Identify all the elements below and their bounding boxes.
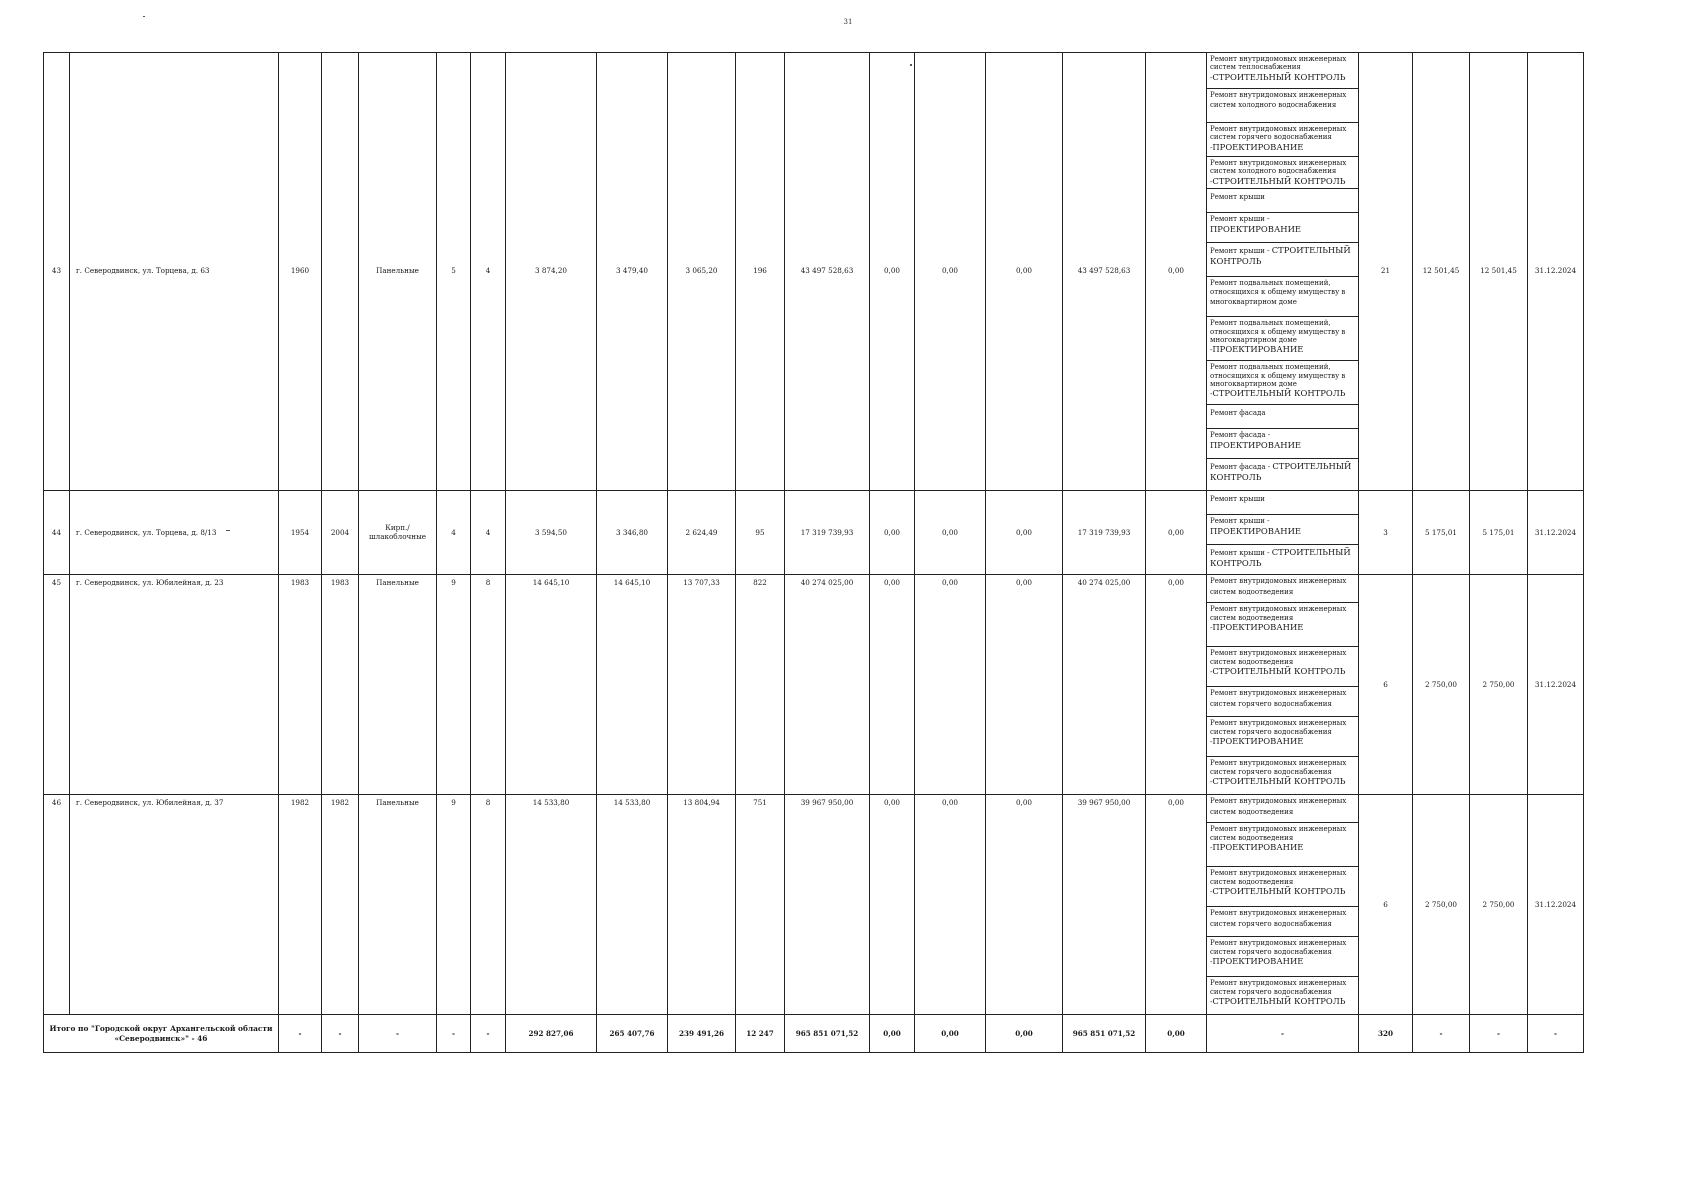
total-cost-total-cell: 965 851 071,52 <box>785 1015 870 1053</box>
residents-cell: 196 <box>736 53 785 491</box>
address-cell: г. Северодвинск, ул. Торцева, д. 8/13 <box>70 491 279 575</box>
total-work-count-cell: 320 <box>1359 1015 1413 1053</box>
year-overhaul-cell: 1983 <box>322 575 359 795</box>
year-built-cell: 1982 <box>279 795 322 1015</box>
fund-local-cell: 0,00 <box>986 491 1063 575</box>
work-type-stage: ПРОЕКТИРОВАНИЕ <box>1212 344 1304 355</box>
unit-cost-cell: 12 501,45 <box>1413 53 1470 491</box>
unit-cost-cell: 5 175,01 <box>1413 491 1470 575</box>
work-type-stage: ПРОЕКТИРОВАНИЕ <box>1212 955 1304 966</box>
total-unit-cost-cell: - <box>1413 1015 1470 1053</box>
area-residential-cell: 13 707,33 <box>668 575 736 795</box>
scan-speck <box>143 16 145 17</box>
entrances-cell: 8 <box>471 575 506 795</box>
area-residential-cell: 13 804,94 <box>668 795 736 1015</box>
deadline-cell: 31.12.2024 <box>1528 491 1584 575</box>
work-type-cell <box>1207 361 1359 405</box>
fund-fss-cell: 0,00 <box>870 53 915 491</box>
fund-fss-cell: 0,00 <box>870 491 915 575</box>
work-type-cell <box>1207 491 1359 515</box>
work-type-text: Ремонт внутридомовых инженерных систем водоотведения - <box>1210 649 1347 676</box>
total-wall-material-cell: - <box>359 1015 437 1053</box>
max-unit-cost-cell: 5 175,01 <box>1470 491 1528 575</box>
work-type-stage: СТРОИТЕЛЬНЫЙ КОНТРОЛЬ <box>1212 175 1346 186</box>
work-type-text: Ремонт крыши - <box>1210 549 1272 558</box>
work-type-cell <box>1207 277 1359 317</box>
work-type-cell <box>1207 53 1359 89</box>
fund-local-cell: 0,00 <box>986 53 1063 491</box>
work-type-stage: СТРОИТЕЛЬНЫЙ КОНТРОЛЬ <box>1212 665 1346 676</box>
work-type-stage: СТРОИТЕЛЬНЫЙ КОНТРОЛЬ <box>1212 995 1346 1006</box>
work-type-cell <box>1207 243 1359 277</box>
work-type-text: Ремонт внутридомовых инженерных систем горячего водоснабжения <box>1210 909 1347 928</box>
work-type-cell <box>1207 717 1359 757</box>
fund-fss-cell: 0,00 <box>870 795 915 1015</box>
floors-cell: 5 <box>437 53 471 491</box>
work-type-stage: ПРОЕКТИРОВАНИЕ <box>1212 141 1304 152</box>
year-built-cell: 1954 <box>279 491 322 575</box>
row-number-cell: 46 <box>44 795 70 1015</box>
work-type-cell <box>1207 459 1359 491</box>
address-cell: г. Северодвинск, ул. Торцева, д. 63 <box>70 53 279 491</box>
wall-material-cell: Панельные <box>359 795 437 1015</box>
address-cell: г. Северодвинск, ул. Юбилейная, д. 37 <box>70 795 279 1015</box>
entrances-cell: 4 <box>471 491 506 575</box>
work-type-text: Ремонт внутридомовых инженерных систем горячего водоснабжения - <box>1210 979 1347 1006</box>
work-type-cell <box>1207 687 1359 717</box>
fund-local-cell: 0,00 <box>986 795 1063 1015</box>
table-row <box>44 575 1584 603</box>
total-area-cell: 14 645,10 <box>506 575 597 795</box>
work-type-cell <box>1207 429 1359 459</box>
work-type-text: Ремонт внутридомовых инженерных систем горячего водоснабжения - <box>1210 719 1347 746</box>
work-type-text: Ремонт фасада <box>1210 409 1266 418</box>
floors-cell: 9 <box>437 795 471 1015</box>
area-premises-cell: 14 533,80 <box>597 795 668 1015</box>
row-number-cell: 44 <box>44 491 70 575</box>
work-type-text: Ремонт внутридомовых инженерных систем водоотведения <box>1210 797 1347 816</box>
work-type-cell <box>1207 405 1359 429</box>
work-type-cell <box>1207 189 1359 213</box>
work-type-text: Ремонт внутридомовых инженерных систем водоотведения - <box>1210 825 1347 852</box>
work-type-text: Ремонт внутридомовых инженерных систем водоотведения - <box>1210 605 1347 632</box>
max-unit-cost-cell: 2 750,00 <box>1470 795 1528 1015</box>
address-cell: г. Северодвинск, ул. Юбилейная, д. 23 <box>70 575 279 795</box>
repair-program-table-wrap <box>43 52 1584 1053</box>
cost-total-cell: 43 497 528,63 <box>785 53 870 491</box>
work-type-stage: ПРОЕКТИРОВАНИЕ <box>1212 735 1304 746</box>
area-premises-cell: 14 645,10 <box>597 575 668 795</box>
area-residential-cell: 3 065,20 <box>668 53 736 491</box>
entrances-cell: 4 <box>471 53 506 491</box>
fund-regional-cell: 0,00 <box>915 575 986 795</box>
work-type-text: Ремонт внутридомовых инженерных систем водоотведения <box>1210 577 1347 596</box>
work-type-text: Ремонт внутридомовых инженерных систем горячего водоснабжения <box>1210 689 1347 708</box>
work-type-cell <box>1207 545 1359 575</box>
floors-cell: 4 <box>437 491 471 575</box>
work-type-cell <box>1207 977 1359 1015</box>
work-type-stage: СТРОИТЕЛЬНЫЙ КОНТРОЛЬ <box>1212 775 1346 786</box>
year-built-cell: 1983 <box>279 575 322 795</box>
work-type-text: Ремонт подвальных помещений, относящихся к общему имуществу в многоквартирном доме - <box>1210 319 1346 355</box>
work-type-cell <box>1207 907 1359 937</box>
work-type-stage: СТРОИТЕЛЬНЫЙ КОНТРОЛЬ <box>1210 461 1352 482</box>
table-row <box>44 491 1584 515</box>
work-type-stage: СТРОИТЕЛЬНЫЙ КОНТРОЛЬ <box>1212 388 1346 399</box>
work-type-text: Ремонт фасада - <box>1210 431 1271 440</box>
unit-cost-cell: 2 750,00 <box>1413 795 1470 1015</box>
work-count-cell: 21 <box>1359 53 1413 491</box>
work-type-text: Ремонт крыши <box>1210 193 1265 202</box>
total-deadline-cell: - <box>1528 1015 1584 1053</box>
work-type-stage: СТРОИТЕЛЬНЫЙ КОНТРОЛЬ <box>1210 547 1351 568</box>
max-unit-cost-cell: 2 750,00 <box>1470 575 1528 795</box>
total-work-type-cell: - <box>1207 1015 1359 1053</box>
fund-owners-cell: 43 497 528,63 <box>1063 53 1146 491</box>
total-area-cell: 14 533,80 <box>506 795 597 1015</box>
work-type-cell <box>1207 575 1359 603</box>
page-number: 31 <box>843 18 853 26</box>
work-type-stage: СТРОИТЕЛЬНЫЙ КОНТРОЛЬ <box>1210 245 1351 266</box>
work-type-text: Ремонт крыши - <box>1210 215 1270 224</box>
fund-other-cell: 0,00 <box>1146 795 1207 1015</box>
total-max-unit-cost-cell: - <box>1470 1015 1528 1053</box>
total-fund-local-cell: 0,00 <box>986 1015 1063 1053</box>
work-count-cell: 6 <box>1359 575 1413 795</box>
work-type-cell <box>1207 867 1359 907</box>
work-type-text: Ремонт подвальных помещений, относящихся к общему имуществу в многоквартирном доме - <box>1210 363 1346 399</box>
work-type-cell <box>1207 603 1359 647</box>
fund-other-cell: 0,00 <box>1146 491 1207 575</box>
total-residents-cell: 12 247 <box>736 1015 785 1053</box>
fund-other-cell: 0,00 <box>1146 575 1207 795</box>
fund-fss-cell: 0,00 <box>870 575 915 795</box>
work-type-stage: ПРОЕКТИРОВАНИЕ <box>1212 841 1304 852</box>
scan-speck <box>910 64 912 66</box>
work-count-cell: 3 <box>1359 491 1413 575</box>
fund-owners-cell: 17 319 739,93 <box>1063 491 1146 575</box>
work-type-cell <box>1207 757 1359 795</box>
total-fund-owners-cell: 965 851 071,52 <box>1063 1015 1146 1053</box>
area-premises-cell: 3 479,40 <box>597 53 668 491</box>
table-row <box>44 795 1584 823</box>
work-type-stage: ПРОЕКТИРОВАНИЕ <box>1210 525 1302 536</box>
floors-cell: 9 <box>437 575 471 795</box>
work-type-text: Ремонт внутридомовых инженерных систем горячего водоснабжения - <box>1210 759 1347 786</box>
total-fund-regional-cell: 0,00 <box>915 1015 986 1053</box>
work-type-text: Ремонт подвальных помещений, относящихся к общему имуществу в многоквартирном доме <box>1210 279 1346 306</box>
work-type-stage: СТРОИТЕЛЬНЫЙ КОНТРОЛЬ <box>1212 885 1346 896</box>
fund-regional-cell: 0,00 <box>915 491 986 575</box>
wall-material-cell: Кирп./шлакоблочные <box>359 491 437 575</box>
residents-cell: 822 <box>736 575 785 795</box>
year-overhaul-cell <box>322 53 359 491</box>
unit-cost-cell: 2 750,00 <box>1413 575 1470 795</box>
work-count-cell: 6 <box>1359 795 1413 1015</box>
year-overhaul-cell: 1982 <box>322 795 359 1015</box>
total-row <box>44 1015 1584 1053</box>
fund-owners-cell: 39 967 950,00 <box>1063 795 1146 1015</box>
total-entrances-cell: - <box>471 1015 506 1053</box>
area-residential-cell: 2 624,49 <box>668 491 736 575</box>
total-area-cell: 3 874,20 <box>506 53 597 491</box>
total-area-residential-cell: 239 491,26 <box>668 1015 736 1053</box>
fund-regional-cell: 0,00 <box>915 53 986 491</box>
work-type-cell <box>1207 213 1359 243</box>
total-year-overhaul-cell: - <box>322 1015 359 1053</box>
work-type-cell <box>1207 515 1359 545</box>
year-overhaul-cell: 2004 <box>322 491 359 575</box>
work-type-text: Ремонт крыши - <box>1210 247 1272 256</box>
work-type-cell <box>1207 317 1359 361</box>
fund-local-cell: 0,00 <box>986 575 1063 795</box>
work-type-cell <box>1207 89 1359 123</box>
work-type-text: Ремонт фасада - <box>1210 463 1273 472</box>
scan-speck <box>226 530 230 531</box>
repair-program-table <box>43 52 1584 1053</box>
work-type-stage: СТРОИТЕЛЬНЫЙ КОНТРОЛЬ <box>1212 71 1346 82</box>
work-type-cell <box>1207 823 1359 867</box>
fund-regional-cell: 0,00 <box>915 795 986 1015</box>
deadline-cell: 31.12.2024 <box>1528 53 1584 491</box>
work-type-stage: ПРОЕКТИРОВАНИЕ <box>1212 621 1304 632</box>
total-year-built-cell: - <box>279 1015 322 1053</box>
work-type-text: Ремонт крыши - <box>1210 517 1270 526</box>
total-fund-other-cell: 0,00 <box>1146 1015 1207 1053</box>
wall-material-cell: Панельные <box>359 575 437 795</box>
work-type-text: Ремонт внутридомовых инженерных систем холодного водоснабжения <box>1210 91 1347 110</box>
cost-total-cell: 17 319 739,93 <box>785 491 870 575</box>
deadline-cell: 31.12.2024 <box>1528 575 1584 795</box>
work-type-cell <box>1207 123 1359 157</box>
work-type-cell <box>1207 937 1359 977</box>
work-type-cell <box>1207 157 1359 189</box>
residents-cell: 751 <box>736 795 785 1015</box>
work-type-text: Ремонт внутридомовых инженерных систем теплоснабжения - <box>1210 55 1347 82</box>
total-label-cell: Итого по "Городской округ Архангельской области «Северодвинск»" - 46 <box>44 1015 279 1053</box>
area-premises-cell: 3 346,80 <box>597 491 668 575</box>
cost-total-cell: 39 967 950,00 <box>785 795 870 1015</box>
total-fund-fss-cell: 0,00 <box>870 1015 915 1053</box>
table-row <box>44 53 1584 89</box>
total-total-area-cell: 292 827,06 <box>506 1015 597 1053</box>
work-type-text: Ремонт крыши <box>1210 495 1265 504</box>
work-type-text: Ремонт внутридомовых инженерных систем холодного водоснабжения - <box>1210 159 1347 186</box>
entrances-cell: 8 <box>471 795 506 1015</box>
residents-cell: 95 <box>736 491 785 575</box>
deadline-cell: 31.12.2024 <box>1528 795 1584 1015</box>
row-number-cell: 43 <box>44 53 70 491</box>
year-built-cell: 1960 <box>279 53 322 491</box>
fund-owners-cell: 40 274 025,00 <box>1063 575 1146 795</box>
work-type-stage: ПРОЕКТИРОВАНИЕ <box>1210 223 1302 234</box>
total-area-cell: 3 594,50 <box>506 491 597 575</box>
work-type-cell <box>1207 795 1359 823</box>
total-area-premises-cell: 265 407,76 <box>597 1015 668 1053</box>
total-floors-cell: - <box>437 1015 471 1053</box>
work-type-stage: ПРОЕКТИРОВАНИЕ <box>1210 439 1302 450</box>
cost-total-cell: 40 274 025,00 <box>785 575 870 795</box>
wall-material-cell: Панельные <box>359 53 437 491</box>
row-number-cell: 45 <box>44 575 70 795</box>
max-unit-cost-cell: 12 501,45 <box>1470 53 1528 491</box>
fund-other-cell: 0,00 <box>1146 53 1207 491</box>
work-type-cell <box>1207 647 1359 687</box>
work-type-text: Ремонт внутридомовых инженерных систем горячего водоснабжения - <box>1210 125 1347 152</box>
work-type-text: Ремонт внутридомовых инженерных систем горячего водоснабжения - <box>1210 939 1347 966</box>
work-type-text: Ремонт внутридомовых инженерных систем водоотведения - <box>1210 869 1347 896</box>
